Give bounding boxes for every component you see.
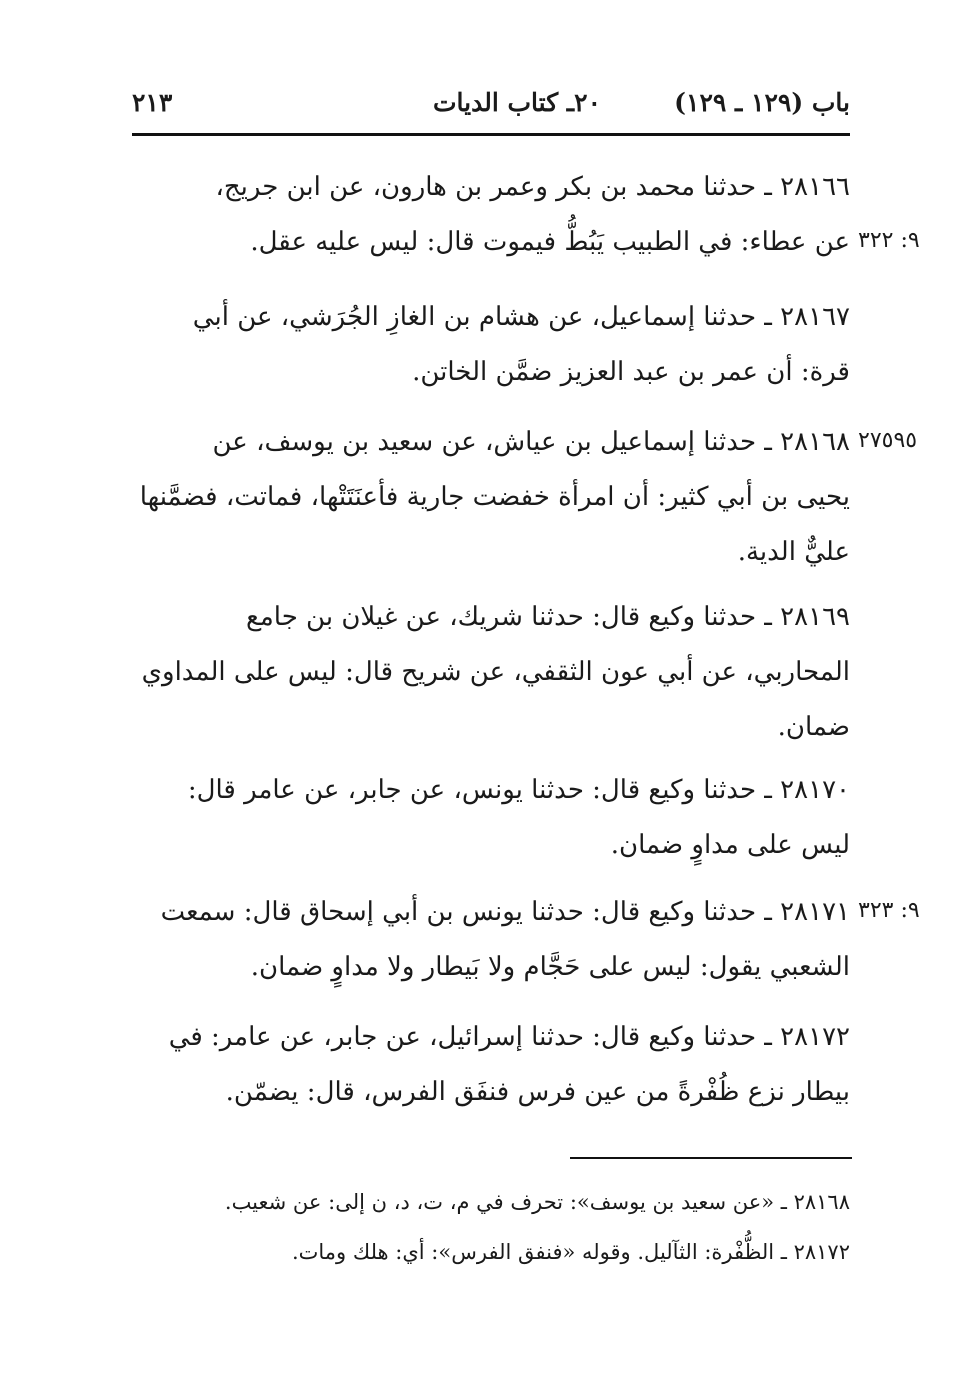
- hadith-line: الشعبي يقول: ليس على حَجَّام ولا بَيطار ولا مداوٍ ضمان.: [250, 952, 850, 982]
- hadith-line: ٢٨١٧٠ ـ حدثنا وكيع قال: حدثنا يونس، عن جابر، عن عامر قال:: [187, 775, 850, 805]
- margin-reference: ٢٧٥٩٥: [858, 428, 918, 453]
- hadith-entry: [132, 290, 850, 400]
- hadith-line: ضمان.: [777, 712, 850, 742]
- hadith-line: عليٌّ الدية.: [737, 537, 850, 567]
- chapter-heading: باب (١٢٩ ـ ١٢٩): [674, 88, 850, 117]
- hadith-entry: [132, 763, 850, 873]
- hadith-line: ٢٨١٦٦ ـ حدثنا محمد بن بكر وعمر بن هارون، عن ابن جريج،: [215, 172, 850, 202]
- margin-reference: ٩: ٣٢٣: [858, 898, 920, 923]
- hadith-line: ليس على مداوٍ ضمان.: [610, 830, 850, 860]
- hadith-line: بيطار نزع ظُفْرةً من عين فرس فنفَق الفرس، قال: يضمّن.: [225, 1077, 850, 1107]
- hadith-line: ٢٨١٧١ ـ حدثنا وكيع قال: حدثنا يونس بن أبي إسحاق قال: سمعت: [160, 897, 850, 927]
- page-header: [132, 88, 850, 128]
- hadith-line: ٢٨١٦٧ ـ حدثنا إسماعيل، عن هشام بن الغازِ الجُرَشي، عن أبي: [192, 302, 850, 332]
- hadith-line: قرة: أن عمر بن عبد العزيز ضمَّن الخاتن.: [412, 357, 850, 387]
- book-title: ٢٠ـ كتاب الديات: [433, 88, 601, 117]
- hadith-line: عن عطاء: في الطبيب يَبُطُّ فيموت قال: ليس عليه عقل.: [250, 227, 850, 257]
- header-rule: [132, 133, 850, 136]
- footnote: ٢٨١٦٨ ـ «عن سعيد بن يوسف»: تحرف في م، ت، د، ن إلى: عن شعيب.: [224, 1190, 850, 1214]
- hadith-entry: [132, 415, 850, 580]
- hadith-entry: [132, 160, 850, 270]
- page-number: ٢١٣: [132, 88, 173, 117]
- hadith-line: ٢٨١٧٢ ـ حدثنا وكيع قال: حدثنا إسرائيل، عن جابر، عن عامر: في: [168, 1022, 850, 1052]
- footnote-separator: [570, 1157, 852, 1159]
- footnote: ٢٨١٧٢ ـ الظُّفْرة: الثآليل. وقوله «فنفق الفرس»: أي: هلك ومات.: [291, 1240, 850, 1264]
- hadith-entry: [132, 885, 850, 995]
- hadith-line: ٢٨١٦٩ ـ حدثنا وكيع قال: حدثنا شريك، عن غيلان بن جامع: [246, 602, 850, 632]
- hadith-entry: [132, 590, 850, 755]
- hadith-line: يحيى بن أبي كثير: أن امرأة خفضت جارية فأعنَتَتْها، فماتت، فضمَّنها: [139, 482, 850, 512]
- hadith-line: المحاربي، عن أبي عون الثقفي، عن شريح قال: ليس على المداوي: [141, 657, 850, 687]
- margin-reference: ٩: ٣٢٢: [858, 228, 920, 253]
- hadith-entry: [132, 1010, 850, 1120]
- hadith-line: ٢٨١٦٨ ـ حدثنا إسماعيل بن عياش، عن سعيد بن يوسف، عن: [212, 427, 850, 457]
